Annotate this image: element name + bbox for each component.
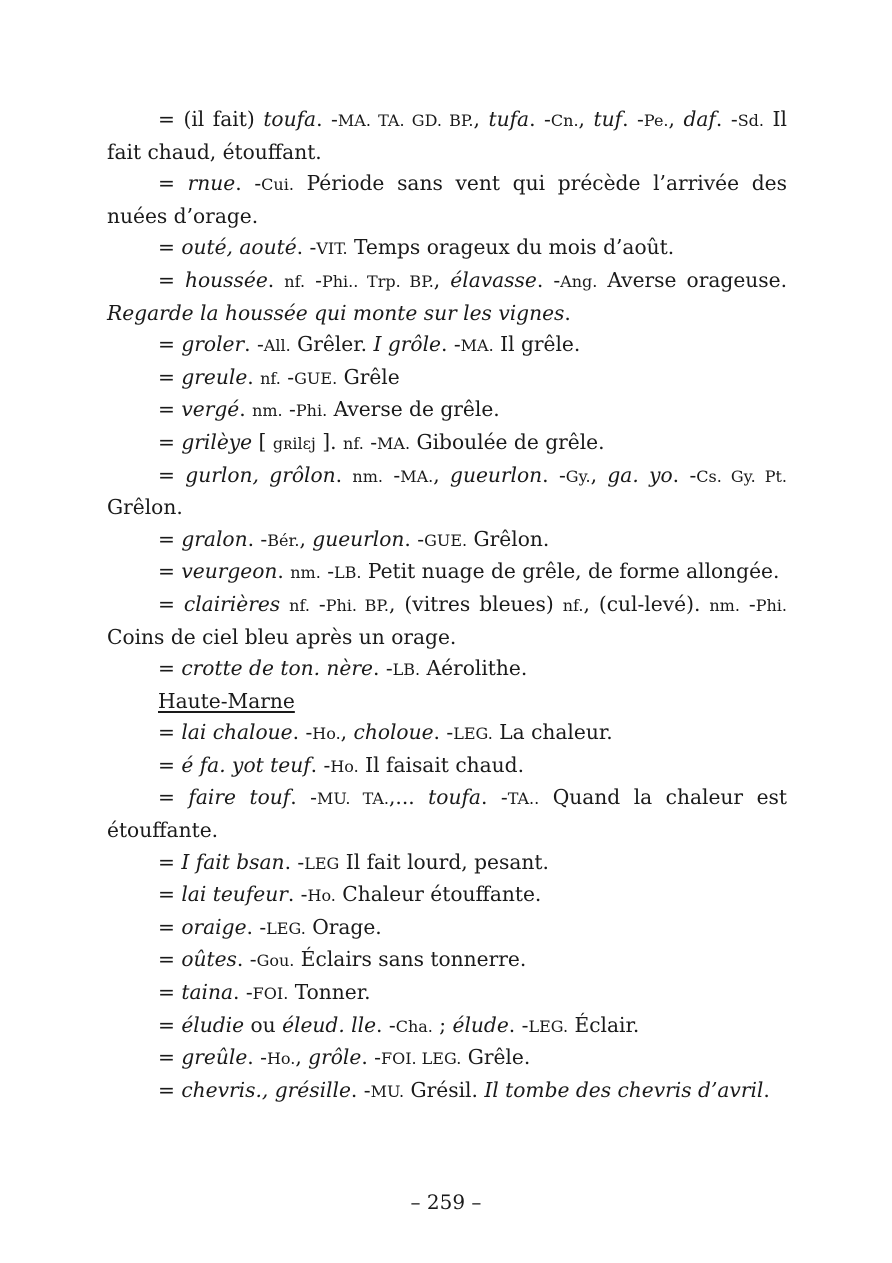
entry-text: = (158, 591, 184, 616)
entry-abbreviation: Gou. (256, 951, 295, 971)
entry-text: . - (290, 785, 317, 810)
entry-abbreviation: FOI. (252, 984, 289, 1004)
dictionary-entry (107, 329, 787, 362)
entry-text: Orage. (305, 914, 382, 939)
entry-abbreviation: MA. (377, 433, 411, 453)
entry-text: . (277, 559, 291, 584)
entry-text: . - (508, 1012, 529, 1037)
entry-text: ]. (315, 429, 344, 454)
entry-text: [ (252, 429, 273, 454)
entry-text: Il grêle. (493, 332, 581, 357)
entry-text: . (335, 462, 353, 487)
entry-text: - (320, 559, 335, 584)
entry-abbreviation: nm. (352, 466, 383, 486)
entry-text: Tonner. (288, 980, 371, 1005)
entry-term: chevris., grésille (181, 1077, 351, 1102)
entry-term: é fa. yot teuf (181, 752, 311, 777)
entry-text: Aérolithe. (420, 656, 528, 681)
dictionary-entry (107, 1042, 787, 1075)
entry-text: Grêle (337, 364, 400, 389)
entry-text: . (564, 300, 571, 325)
entry-text: Grêle. (461, 1045, 531, 1070)
entry-text: ; (432, 1012, 453, 1037)
dictionary-entry (107, 912, 787, 945)
entry-term: tuf (593, 107, 623, 131)
entry-term: greule (181, 364, 248, 389)
entry-term: lai chaloue (181, 720, 293, 745)
entry-text: . - (376, 1012, 396, 1037)
entry-abbreviation: Cui. (261, 175, 294, 195)
entry-abbreviation: Ang. (560, 271, 598, 291)
entry-term: lai teufeur (181, 882, 288, 907)
entry-term: toufa (263, 107, 317, 131)
dictionary-entry (107, 524, 787, 557)
entry-text: = (158, 526, 182, 551)
entry-text: = (158, 656, 182, 681)
entry-term: éludie (181, 1012, 245, 1037)
entry-text: . - (361, 1045, 381, 1070)
dictionary-entry (107, 750, 787, 783)
entry-text: . - (542, 462, 566, 487)
entry-term: Il tombe des chevris d’avril (484, 1077, 764, 1102)
entry-text: - (282, 397, 296, 422)
entry-text: . - (244, 332, 264, 357)
entry-text: . (239, 397, 253, 422)
dictionary-entry (107, 394, 787, 427)
entry-term: I grôle (373, 332, 441, 357)
page-number: – 259 – (410, 1190, 482, 1214)
entry-abbreviation: Pe. (643, 111, 669, 130)
entry-term: greûle (181, 1045, 248, 1070)
entry-abbreviation: TA.. (507, 789, 540, 809)
entry-text: . - (287, 882, 308, 907)
entry-text: = (158, 947, 182, 972)
entry-text: - (280, 364, 295, 389)
entry-text: = (158, 752, 182, 777)
entry-text: . - (316, 107, 338, 131)
entry-text: . (763, 1077, 770, 1102)
entry-term: grilèye (181, 429, 253, 454)
entry-abbreviation: Phi. (295, 401, 328, 421)
entry-text: , (340, 720, 354, 745)
entry-abbreviation: gʀilɛj (272, 433, 316, 453)
entry-abbreviation: GUE. (424, 530, 468, 550)
entry-term: éleud. lle (282, 1012, 377, 1037)
entry-text: Coins de ciel bleu après un orage. (107, 624, 457, 649)
entry-term: veurgeon (181, 559, 278, 584)
entry-text: = (158, 397, 182, 422)
entry-text: Grêlon. (467, 526, 550, 551)
entry-abbreviation: FOI. LEG. (380, 1049, 462, 1069)
dictionary-entry (107, 168, 787, 232)
entry-term: oraige (181, 914, 247, 939)
entry-text: , (433, 462, 451, 487)
entry-abbreviation: Ho. (307, 886, 336, 906)
entry-abbreviation: Ho. (330, 756, 359, 776)
entry-text (280, 592, 289, 616)
entry-term: clairières (183, 591, 281, 616)
entry-text: Grésil. (404, 1077, 485, 1102)
entry-text: = (158, 267, 185, 292)
dictionary-entry (107, 232, 787, 265)
dictionary-entry (107, 977, 787, 1010)
entry-text: , (299, 526, 313, 551)
entry-text: = (158, 559, 182, 584)
entry-term: gralon (181, 526, 248, 551)
entry-text: - (309, 591, 326, 616)
entry-abbreviation: MA. TA. GD. BP. (337, 111, 474, 130)
entry-term: outé, aouté (181, 235, 297, 260)
entry-abbreviation: nm. (252, 401, 283, 421)
entry-text: = (158, 720, 182, 745)
entry-text: . - (236, 947, 257, 972)
entry-abbreviation: Phi. BP. (325, 595, 390, 615)
entry-text: Période sans vent qui précède l’arrivée des nuées d’orage. (107, 171, 787, 228)
entry-text: . - (247, 1045, 267, 1070)
entry-term: gueurlon (450, 462, 543, 487)
entry-abbreviation: LB. (334, 563, 362, 583)
entry-abbreviation: VIT. (316, 239, 348, 259)
entry-abbreviation: MA. (460, 336, 494, 356)
entry-text: = (158, 462, 186, 487)
dictionary-entry (107, 556, 787, 589)
entry-abbreviation: nf. (562, 595, 584, 615)
entry-abbreviation: nm. (290, 563, 321, 583)
entry-text: = (il fait) (158, 107, 264, 131)
dictionary-entry (107, 589, 787, 653)
entry-term: grôle (308, 1045, 362, 1070)
entry-text: Chaleur étouffante. (335, 882, 542, 907)
entry-text: Quand la chaleur est étouffante. (107, 785, 787, 843)
entry-term: houssée (185, 267, 268, 292)
entry-abbreviation: Cha. (395, 1016, 433, 1036)
entry-text: . (267, 267, 285, 292)
entry-abbreviation: LEG. (453, 724, 493, 744)
entry-text: Il fait chaud, étouffant. (107, 107, 787, 164)
entry-term: vergé (181, 397, 240, 422)
entry-abbreviation: MA. (400, 466, 434, 486)
dictionary-entry (107, 427, 787, 460)
entry-text: Éclair. (568, 1012, 640, 1037)
entry-text: . - (372, 656, 393, 681)
entry-text: ,... (389, 785, 429, 810)
page-text (107, 104, 787, 1107)
entry-text: Giboulée de grêle. (410, 429, 605, 454)
dictionary-entry (107, 1010, 787, 1043)
entry-text: , (578, 107, 594, 131)
entry-abbreviation: Sd. (737, 111, 764, 130)
entry-abbreviation: MU. (370, 1081, 405, 1101)
entry-text: - (739, 591, 756, 616)
entry-text: La chaleur. (492, 720, 613, 745)
entry-text: Averse orageuse. (597, 267, 787, 292)
dictionary-entry (107, 879, 787, 912)
entry-term: groler (181, 332, 245, 357)
entry-text: Grêler. (290, 332, 374, 357)
entry-text: = (158, 364, 182, 389)
entry-text: = (158, 1045, 182, 1070)
dictionary-entry (107, 944, 787, 977)
entry-abbreviation: Gy. (565, 466, 591, 486)
entry-text: - (382, 462, 401, 487)
dictionary-entry (107, 847, 787, 880)
dictionary-entry (107, 460, 787, 524)
entry-abbreviation: LEG. (528, 1016, 569, 1036)
entry-text: ou (244, 1012, 283, 1037)
entry-text: . - (672, 462, 697, 487)
entry-text: = (158, 1012, 182, 1037)
entry-term: élavasse (450, 267, 537, 292)
entry-abbreviation: GUE. (294, 368, 338, 388)
entry-text: = (158, 785, 189, 810)
entry-term: ga. yo (607, 462, 673, 487)
entry-text: . - (233, 980, 253, 1005)
entry-text: , (295, 1045, 309, 1070)
entry-term: oûtes (181, 947, 237, 972)
entry-term: rnue (187, 171, 236, 196)
entry-text: = (158, 914, 182, 939)
entry-term: faire touf (188, 785, 291, 810)
entry-text: . - (622, 107, 644, 131)
entry-abbreviation: Phi.. Trp. BP. (321, 271, 434, 291)
entry-text: , (590, 462, 608, 487)
entry-text: . - (715, 107, 738, 131)
entry-abbreviation: Phi. (755, 595, 787, 615)
entry-text: . - (536, 267, 561, 292)
entry-text: , (cul-levé). (583, 591, 710, 616)
dictionary-entry (107, 265, 787, 329)
entry-text: = (158, 980, 182, 1005)
entry-term: taina (181, 980, 233, 1005)
entry-text: . - (350, 1077, 371, 1102)
entry-text: Petit nuage de grêle, de forme allongée. (361, 559, 780, 584)
dictionary-entry (107, 1075, 787, 1108)
entry-abbreviation: LEG. (266, 918, 306, 938)
dictionary-entry (107, 717, 787, 750)
entry-text: . - (247, 526, 268, 551)
entry-text: . - (235, 171, 262, 196)
entry-term: gueurlon (312, 526, 405, 551)
entry-text: = (158, 849, 182, 874)
entry-abbreviation: MU. TA. (316, 789, 390, 809)
entry-text: . - (480, 785, 508, 810)
entry-abbreviation: Ho. (266, 1049, 296, 1069)
entry-text: , (668, 107, 684, 131)
entry-text: . - (292, 720, 313, 745)
entry-text: . (247, 364, 261, 389)
entry-text: Haute-Marne (158, 688, 295, 713)
entry-term: tufa (488, 107, 530, 131)
entry-abbreviation: nf. (289, 595, 310, 615)
entry-text: . - (441, 332, 461, 357)
entry-abbreviation: Ho. (312, 724, 341, 744)
entry-text: - (363, 429, 378, 454)
entry-term: Regarde la houssée qui monte sur les vignes (107, 300, 565, 325)
section-heading (107, 686, 787, 718)
entry-term: gurlon, grôlon (185, 462, 336, 487)
entry-abbreviation: LB. (392, 660, 421, 680)
entry-abbreviation: nf. (260, 368, 281, 388)
entry-text: . - (310, 752, 331, 777)
entry-text: , (473, 107, 489, 131)
entry-abbreviation: All. (263, 336, 291, 356)
entry-abbreviation: Cn. (550, 111, 579, 130)
entry-text: Il fait lourd, pesant. (339, 849, 549, 874)
dictionary-entry (107, 782, 787, 846)
entry-abbreviation: Cs. Gy. Pt. (696, 466, 787, 486)
entry-abbreviation: nf. (284, 271, 306, 291)
entry-text: , (vitres bleues) (389, 591, 563, 616)
entry-text: . - (284, 849, 305, 874)
entry-term: toufa (428, 785, 481, 810)
entry-text: = (158, 429, 182, 454)
entry-abbreviation: Bér. (267, 530, 300, 550)
entry-text: . - (404, 526, 425, 551)
entry-term: daf (683, 107, 716, 131)
entry-text: = (158, 171, 188, 196)
entry-abbreviation: LEG (304, 853, 340, 873)
entry-abbreviation: nm. (709, 595, 740, 615)
entry-text: Averse de grêle. (327, 397, 500, 422)
entry-text: Éclairs sans tonnerre. (294, 947, 527, 972)
entry-text: . - (296, 235, 317, 260)
dictionary-entry (107, 362, 787, 395)
entry-text: . - (246, 914, 267, 939)
entry-text: - (305, 267, 322, 292)
entry-text: = (158, 332, 182, 357)
entry-term: crotte de ton. nère (181, 656, 373, 681)
entry-text: = (158, 235, 182, 260)
entry-term: choloue (353, 720, 434, 745)
entry-text: . - (529, 107, 551, 131)
entry-text: , (433, 267, 451, 292)
entry-term: élude (452, 1012, 509, 1037)
entry-abbreviation: nf. (343, 433, 364, 453)
dictionary-entry (107, 104, 787, 168)
entry-text: Grêlon. (107, 495, 183, 520)
entry-text: . - (433, 720, 454, 745)
entry-term: I fait bsan (181, 849, 285, 874)
entry-text: Temps orageux du mois d’août. (347, 235, 675, 260)
dictionary-entry (107, 653, 787, 686)
entry-text: = (158, 1077, 182, 1102)
entry-text: Il faisait chaud. (358, 752, 525, 777)
entry-text: = (158, 882, 182, 907)
